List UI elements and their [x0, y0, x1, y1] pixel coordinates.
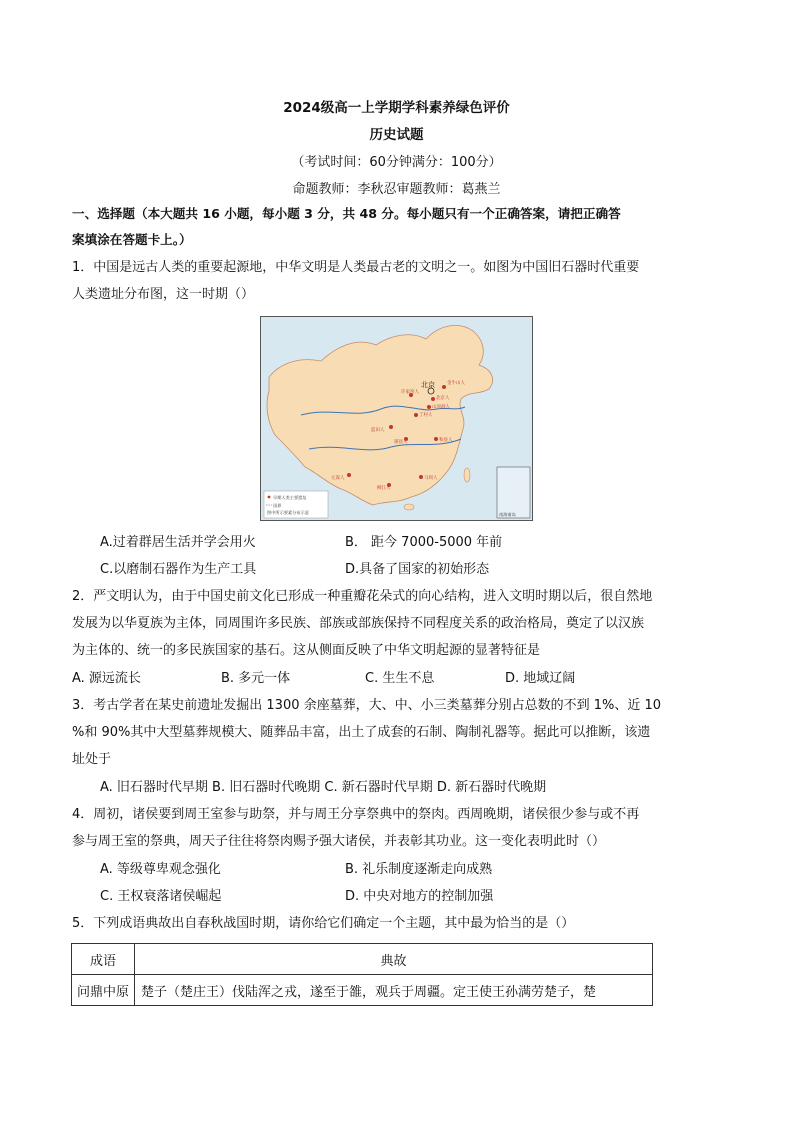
map-figure: [261, 317, 532, 520]
map-site-label: 金牛山人: [447, 381, 465, 386]
exam-title: 2024级高一上学期学科素养绿色评价: [283, 100, 510, 116]
q5-idiom-table: [71, 943, 653, 1006]
q1-stem-line2: 人类遗址分布图，这一时期（）: [72, 287, 255, 302]
q2-option-c: C. 生生不息: [365, 671, 435, 686]
map-city-label: 北京: [421, 381, 435, 389]
section-instructions-line2: 案填涂在答题卡上。）: [72, 232, 192, 247]
map-site-label: 山顶洞人: [432, 405, 450, 410]
section-instructions-line1: 一、选择题（本大题共 16 小题，每小题 3 分，共 48 分。每小题只有一个正确答案，请把正确答: [72, 206, 621, 221]
table-header-story: 典故: [135, 944, 653, 975]
map-site-label: 许家窑人: [401, 390, 419, 395]
q2-option-b: B. 多元一体: [221, 671, 291, 686]
q1-option-c: C.以磨制石器作为生产工具: [100, 562, 257, 577]
table-row: [72, 975, 653, 1006]
q1-option-a: A.过着群居生活并学会用火: [100, 535, 256, 550]
q1-option-d: D.具备了国家的初始形态: [345, 562, 490, 577]
map-inset-label: 南海诸岛: [499, 512, 516, 517]
q2-stem-line2: 发展为以华夏族为主体，同周围许多民族、部族或部族保持不同程度关系的政治格局，奠定了以汉族: [72, 616, 645, 631]
q4-stem-line1: 4．周初，诸侯要到周王室参与助祭，并与周王分享祭典中的祭肉。西周晚期，诸侯很少参与或不再: [72, 807, 640, 822]
table-cell-story: 楚子（楚庄王）伐陆浑之戎，遂至于雒，观兵于周疆。定王使王孙满劳楚子，楚: [135, 975, 653, 1006]
q2-stem-line1: 2．严文明认为，由于中国史前文化已形成一种重瓣花朵式的向心结构，进入文明时期以后，很自然地: [72, 589, 653, 604]
q1-stem-line1: 1．中国是远古人类的重要起源地，中华文明是人类最古老的文明之一。如图为中国旧石器时代重要: [72, 260, 640, 275]
table-cell-idiom: 问鼎中原: [72, 975, 135, 1006]
q2-stem-line3: 为主体的、统一的多民族国家的基石。这从侧面反映了中华文明起源的显著特征是: [72, 643, 541, 658]
q2-option-a: A. 源远流长: [72, 671, 141, 686]
map-site-label: 郧县人: [394, 440, 408, 445]
table-header-row: [72, 944, 653, 975]
q3-stem-line1: 3．考古学者在某史前遗址发掘出 1300 余座墓葬，大、中、小三类墓葬分别占总数的不到 1%、近 10: [72, 698, 662, 713]
map-legend-item: 图中所示要素分布示意: [267, 510, 309, 515]
map-site-label: 柳江人: [377, 486, 391, 491]
q2-option-d: D. 地域辽阔: [505, 671, 576, 686]
q4-option-b: B. 礼乐制度逐渐走向成熟: [345, 862, 493, 877]
q4-option-a: A. 等级尊卑观念强化: [100, 862, 221, 877]
exam-subject: 历史试题: [369, 127, 424, 143]
map-site-label: 马坝人: [424, 476, 438, 481]
map-site-label: 蓝田人: [371, 428, 385, 433]
china-paleolithic-map: [260, 316, 533, 521]
map-site-label: 和县人: [439, 438, 453, 443]
exam-info: （考试时间：60分钟满分：100分）: [291, 155, 502, 170]
q4-stem-line2: 参与周王室的祭典，周天子往往将祭肉赐予强大诸侯，并表彰其功业。这一变化表明此时（）: [72, 834, 606, 849]
table-header-idiom: 成语: [72, 944, 135, 975]
map-site-label: 丁村人: [419, 413, 433, 418]
exam-teachers: 命题教师：李秋忍审题教师：葛燕兰: [292, 182, 501, 197]
map-legend-item: 早期人类主要遗址: [273, 495, 307, 500]
q1-option-b: B． 距今 7000-5000 年前: [345, 535, 503, 550]
q4-option-d: D. 中央对地方的控制加强: [345, 889, 494, 904]
q5-stem: 5．下列成语典故出自春秋战国时期，请你给它们确定一个主题，其中最为恰当的是（）: [72, 916, 575, 931]
q3-options: A. 旧石器时代早期 B. 旧石器时代晚期 C. 新石器时代早期 D. 新石器时代晚期: [100, 780, 547, 795]
map-legend-item: 国界: [273, 503, 282, 508]
q3-stem-line3: 址处于: [72, 752, 112, 767]
q3-stem-line2: %和 90%其中大型墓葬规模大、随葬品丰富，出土了成套的石制、陶制礼器等。据此可以推断，该遗: [72, 725, 651, 740]
map-site-label: 元谋人: [331, 476, 345, 481]
q4-option-c: C. 王权衰落诸侯崛起: [100, 889, 222, 904]
map-site-label: 北京人: [436, 396, 450, 401]
